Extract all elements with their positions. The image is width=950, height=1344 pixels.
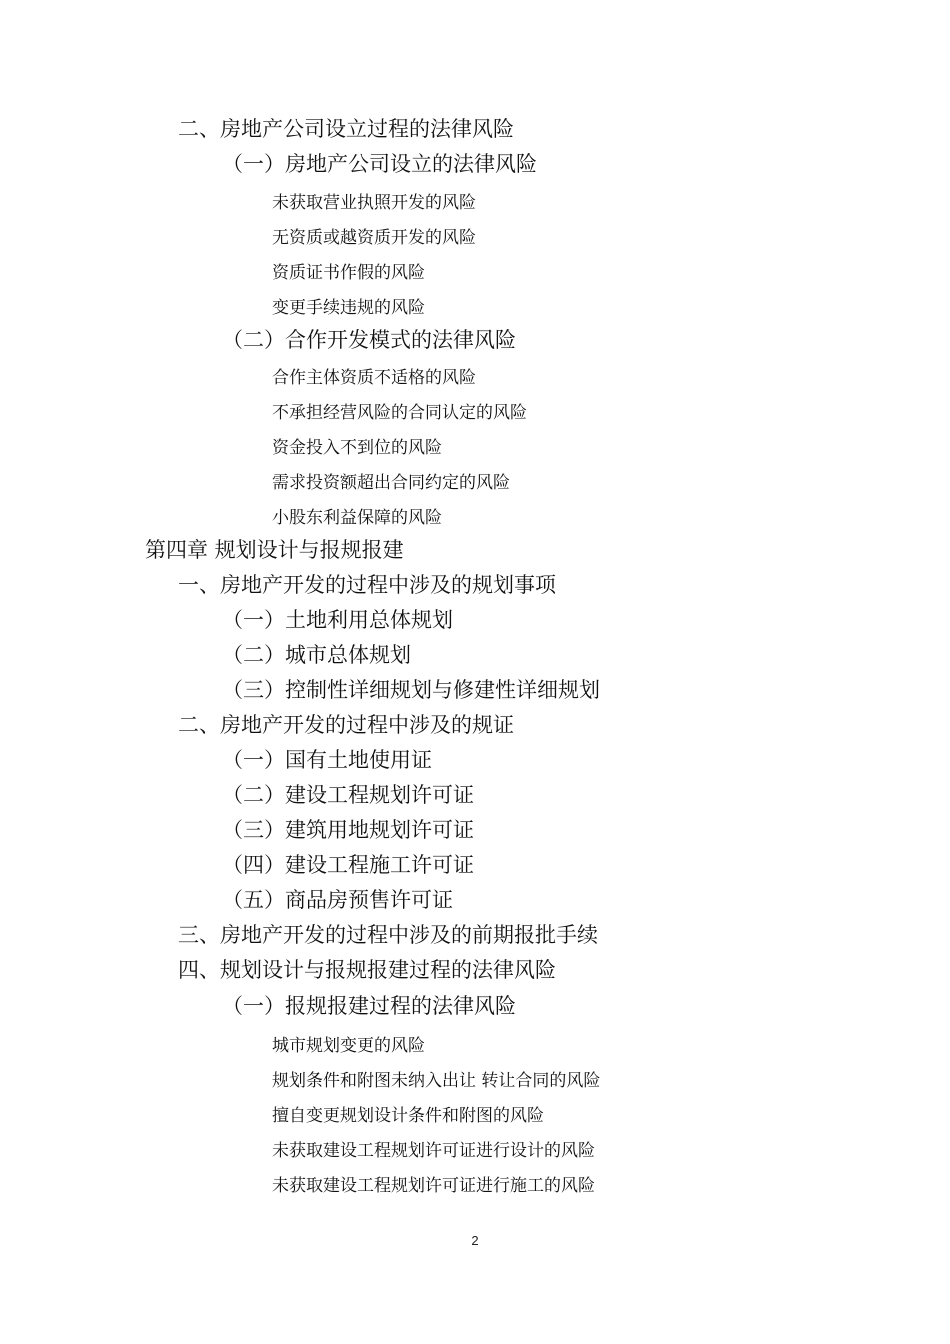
toc-item: 无资质或越资质开发的风险: [272, 228, 476, 248]
toc-section-heading: 一、房地产开发的过程中涉及的规划事项: [178, 573, 556, 597]
toc-item: 城市规划变更的风险: [272, 1036, 425, 1056]
toc-item: 不承担经营风险的合同认定的风险: [272, 403, 527, 423]
toc-subsection-heading: （三）建筑用地规划许可证: [222, 818, 474, 842]
toc-subsection-heading: （二）城市总体规划: [222, 643, 411, 667]
toc-section-heading: 四、规划设计与报规报建过程的法律风险: [178, 958, 556, 982]
toc-item: 未获取建设工程规划许可证进行施工的风险: [272, 1176, 595, 1196]
toc-item: 需求投资额超出合同约定的风险: [272, 473, 510, 493]
toc-subsection-heading: （一）房地产公司设立的法律风险: [222, 152, 537, 176]
toc-item: 资质证书作假的风险: [272, 263, 425, 283]
toc-subsection-heading: （四）建设工程施工许可证: [222, 853, 474, 877]
toc-section-heading: 二、房地产开发的过程中涉及的规证: [178, 713, 514, 737]
toc-section-heading: 二、房地产公司设立过程的法律风险: [178, 117, 514, 141]
toc-item: 变更手续违规的风险: [272, 298, 425, 318]
toc-subsection-heading: （一）报规报建过程的法律风险: [222, 994, 516, 1018]
toc-section-heading: 三、房地产开发的过程中涉及的前期报批手续: [178, 923, 598, 947]
toc-item: 未获取营业执照开发的风险: [272, 193, 476, 213]
toc-subsection-heading: （二）建设工程规划许可证: [222, 783, 474, 807]
toc-subsection-heading: （二）合作开发模式的法律风险: [222, 328, 516, 352]
toc-chapter-heading: 第四章 规划设计与报规报建: [145, 538, 404, 562]
toc-item: 擅自变更规划设计条件和附图的风险: [272, 1106, 544, 1126]
toc-subsection-heading: （三）控制性详细规划与修建性详细规划: [222, 678, 600, 702]
toc-subsection-heading: （一）国有土地使用证: [222, 748, 432, 772]
toc-item: 未获取建设工程规划许可证进行设计的风险: [272, 1141, 595, 1161]
page-number: 2: [471, 1233, 479, 1248]
toc-item: 合作主体资质不适格的风险: [272, 368, 476, 388]
toc-subsection-heading: （五）商品房预售许可证: [222, 888, 453, 912]
toc-item: 资金投入不到位的风险: [272, 438, 442, 458]
toc-item: 小股东利益保障的风险: [272, 508, 442, 528]
toc-subsection-heading: （一）土地利用总体规划: [222, 608, 453, 632]
toc-item: 规划条件和附图未纳入出让 转让合同的风险: [272, 1071, 601, 1091]
